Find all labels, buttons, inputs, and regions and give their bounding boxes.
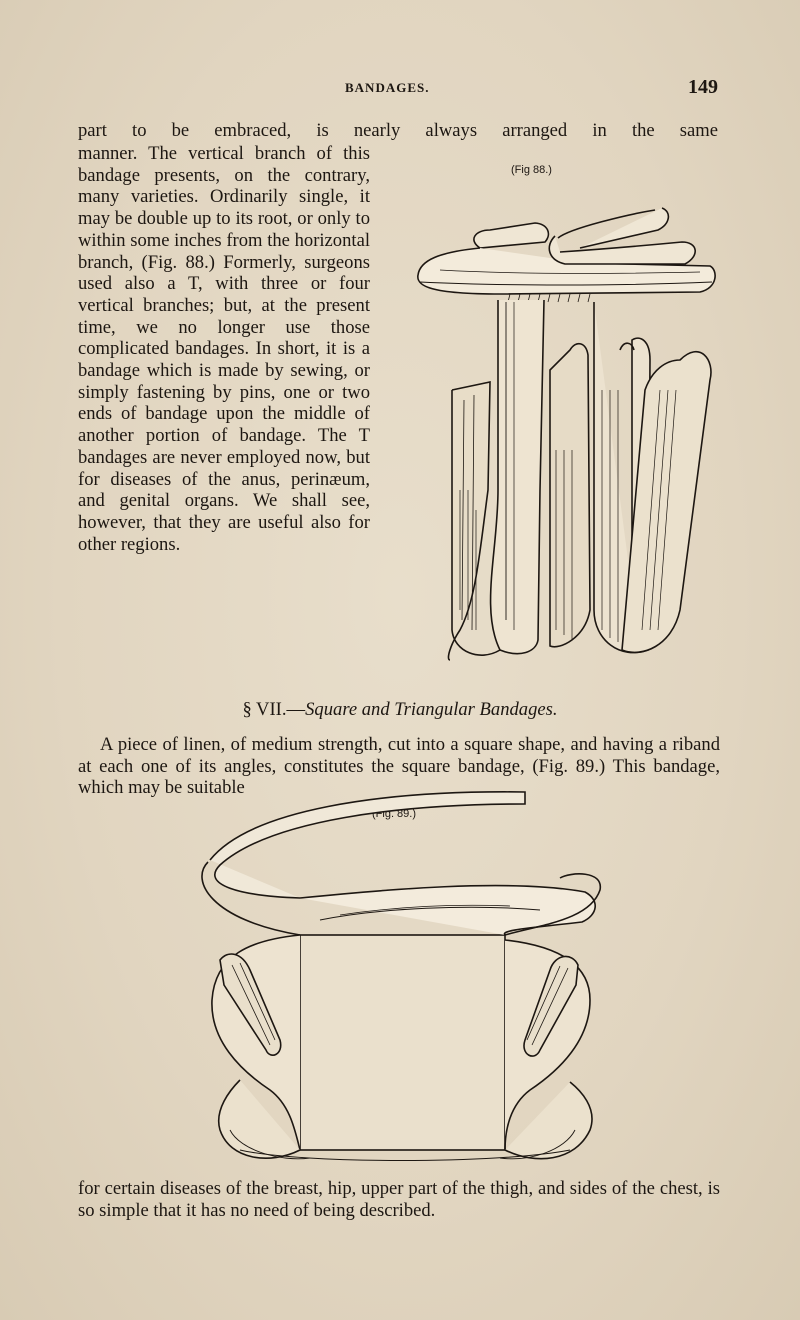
- paragraph-lead-line: part to be embraced, is nearly always arranged in the same: [78, 120, 718, 141]
- square-bandage-illustration-icon: [180, 770, 620, 1170]
- paragraph-column-text: manner. The vertical branch of this bandage presents, on the contrary, many varieties. Ordinarily single, it may be double up to its root, or only to within some inches from the horizontal branch, (Fig. 88.) Formerly, surgeons used also a T, with three or four vertical branches; but, at the present time, we no longer use those complicated bandages. In short, it is a bandage which is made by sewing, or simply fastening by pins, one or two ends of bandage upon the middle of another portion of bandage. The T bandages are never employed now, but for diseases of the anus, perinæum, and genital organs. We shall see, however, that they are useful also for other regions.: [78, 143, 370, 555]
- paragraph-closing: for certain diseases of the breast, hip, upper part of the thigh, and sides of the chest, is so simple that it has no need of being described.: [78, 1178, 720, 1221]
- paragraph-square-bandage: A piece of linen, of medium strength, cut into a square shape, and having a riband at each one of its angles, constitutes the square bandage, (Fig. 89.) This bandage, which may be suitable: [78, 734, 720, 799]
- page-number: 149: [688, 76, 718, 98]
- t-bandage-illustration-icon: [380, 190, 720, 670]
- section-title: Square and Triangular Bandages.: [305, 699, 558, 720]
- section-heading: [0, 699, 800, 721]
- figure-89-caption: (Fig. 89.): [372, 808, 417, 820]
- section-symbol: § VII.—: [242, 699, 306, 720]
- running-head: BANDAGES.: [345, 80, 430, 95]
- figure-88-caption: (Fig 88.): [511, 164, 552, 176]
